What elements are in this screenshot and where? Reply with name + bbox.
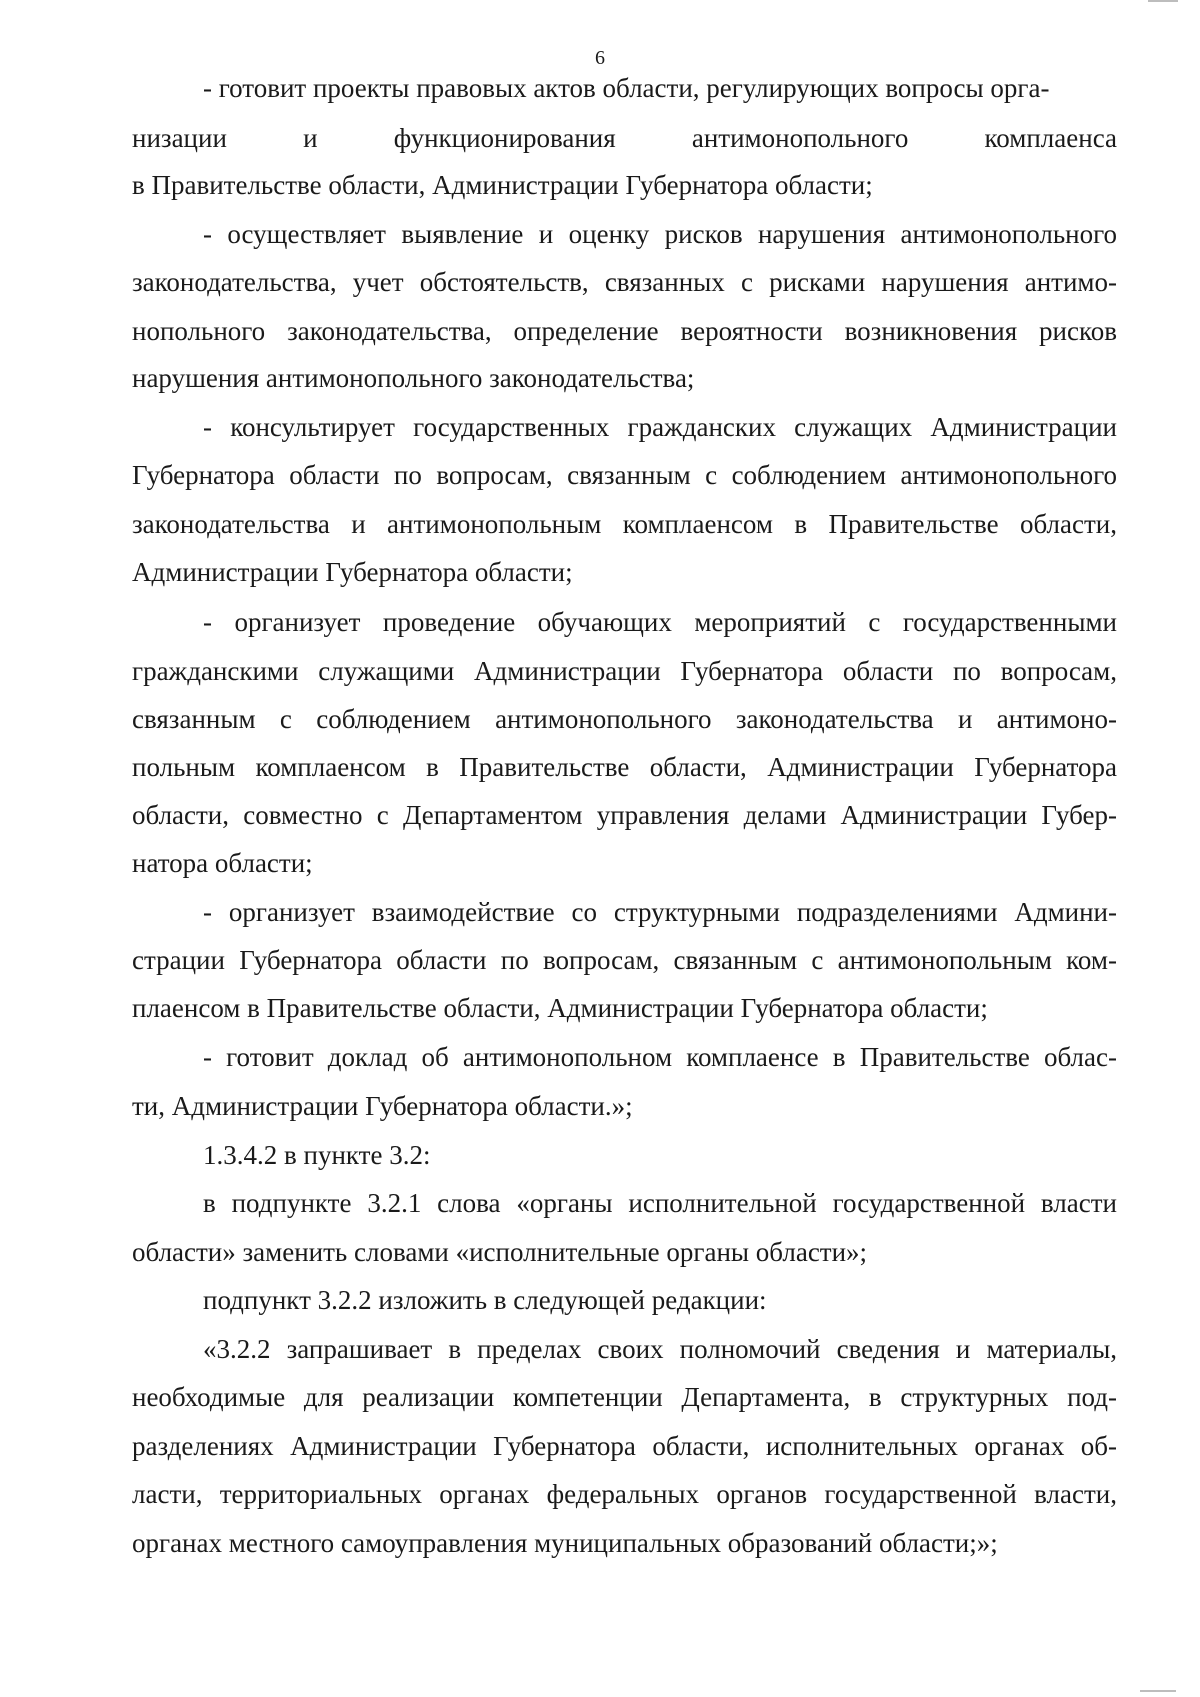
text-line: связанным с соблюдением антимонопольного законодательства и антимоно- <box>132 704 1117 734</box>
text-line: 1.3.4.2 в пункте 3.2: <box>203 1140 431 1170</box>
text-line: - организует взаимодействие со структурными подразделениями Админи- <box>203 897 1117 927</box>
text-line: плаенсом в Правительстве области, Администрации Губернатора области; <box>132 993 988 1023</box>
scan-artifact <box>1140 1690 1176 1692</box>
text-line: натора области; <box>132 848 313 878</box>
text-line: необходимые для реализации компетенции Департамента, в структурных под- <box>132 1382 1117 1412</box>
text-line: польным комплаенсом в Правительстве области, Администрации Губернатора <box>132 752 1117 782</box>
page-number: 6 <box>595 47 605 69</box>
text-line: области, совместно с Департаментом управления делами Администрации Губер- <box>132 800 1117 830</box>
text-line: разделениях Администрации Губернатора области, исполнительных органах об- <box>132 1431 1117 1461</box>
text-line: «3.2.2 запрашивает в пределах своих полномочий сведения и материалы, <box>203 1334 1117 1364</box>
text-line: нарушения антимонопольного законодательства; <box>132 363 695 393</box>
text-line: нопольного законодательства, определение вероятности возникновения рисков <box>132 316 1117 346</box>
text-line: страции Губернатора области по вопросам, связанным с антимонопольным ком- <box>132 945 1117 975</box>
text-line: - организует проведение обучающих мероприятий с государственными <box>203 607 1117 637</box>
text-line: законодательства и антимонопольным комплаенсом в Правительстве области, <box>132 509 1117 539</box>
text-line: ласти, территориальных органах федеральных органов государственной власти, <box>132 1479 1117 1509</box>
text-line: органах местного самоуправления муниципальных образований области;»; <box>132 1528 998 1558</box>
text-line: в Правительстве области, Администрации Губернатора области; <box>132 170 873 200</box>
text-line: - готовит проекты правовых актов области, регулирующих вопросы орга- <box>203 73 1050 103</box>
text-line: - готовит доклад об антимонопольном комплаенсе в Правительстве облас- <box>203 1042 1117 1072</box>
text-line: ти, Администрации Губернатора области.»; <box>132 1091 633 1121</box>
text-line: гражданскими служащими Администрации Губернатора области по вопросам, <box>132 656 1117 686</box>
text-line: законодательства, учет обстоятельств, связанных с рисками нарушения антимо- <box>132 267 1117 297</box>
text-line: Администрации Губернатора области; <box>132 557 573 587</box>
scan-artifact <box>1148 0 1178 2</box>
text-line: низации и функционирования антимонопольного комплаенса <box>132 123 1117 153</box>
text-line: Губернатора области по вопросам, связанным с соблюдением антимонопольного <box>132 460 1117 490</box>
text-line: подпункт 3.2.2 изложить в следующей редакции: <box>203 1285 767 1315</box>
text-line: области» заменить словами «исполнительные органы области»; <box>132 1237 868 1267</box>
text-line: - осуществляет выявление и оценку рисков нарушения антимонопольного <box>203 219 1117 249</box>
text-line: - консультирует государственных гражданских служащих Администрации <box>203 412 1117 442</box>
text-line: в подпункте 3.2.1 слова «органы исполнительной государственной власти <box>203 1188 1117 1218</box>
